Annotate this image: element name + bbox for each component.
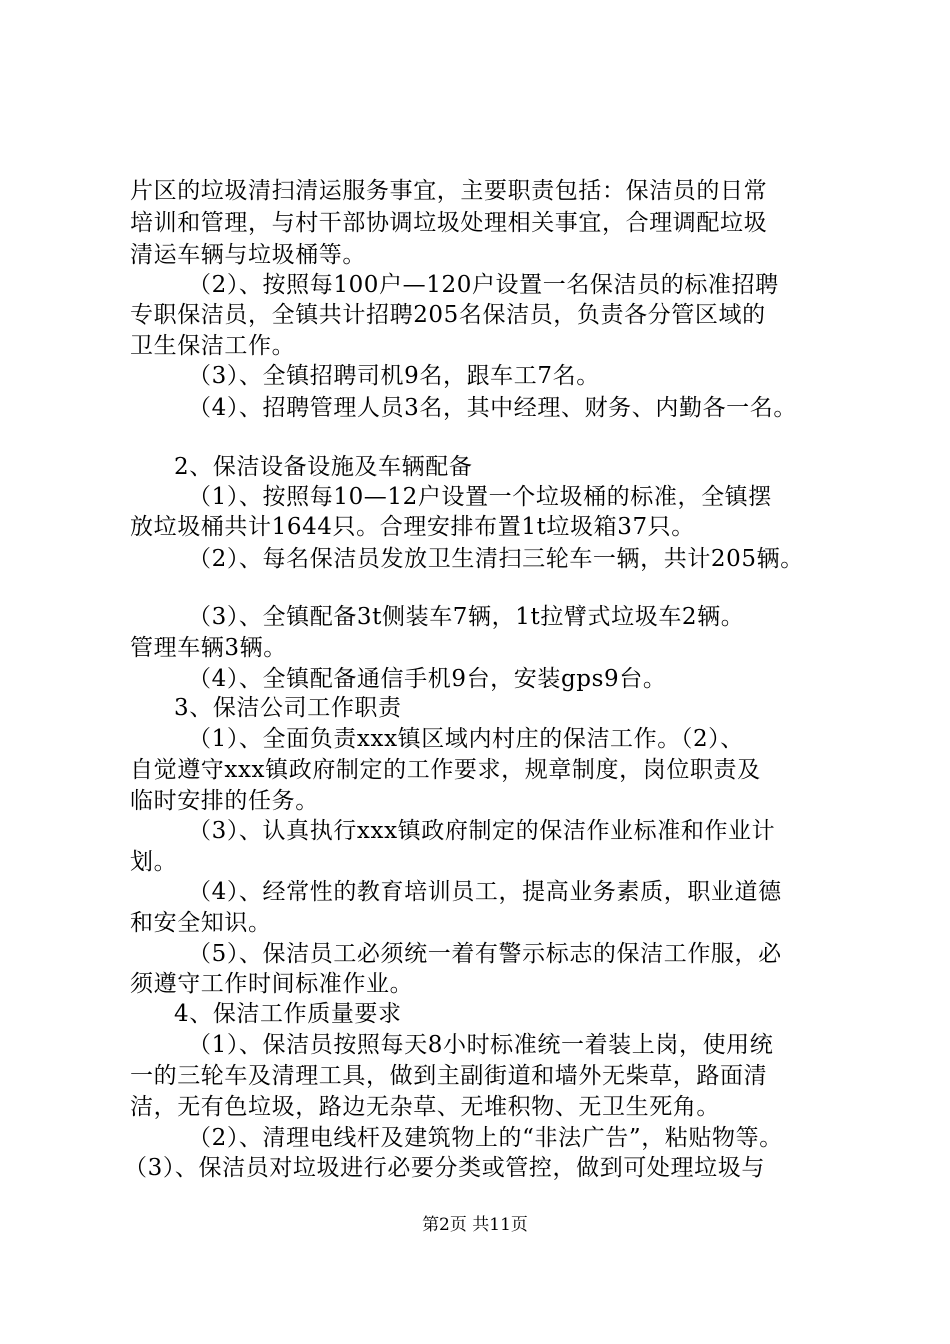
text-line: （4）、招聘管理人员3名，其中经理、财务、内勤各一名。 xyxy=(188,395,797,421)
text-line: （2）、按照每100户—120户设置一名保洁员的标准招聘 xyxy=(188,272,779,298)
section-heading: 3、保洁公司工作职责 xyxy=(174,695,402,721)
text-line: 须遵守工作时间标准作业。 xyxy=(130,971,414,997)
text-line: 专职保洁员，全镇共计招聘205名保洁员，负责各分管区域的 xyxy=(130,302,766,328)
text-line: （1）、保洁员按照每天8小时标准统一着装上岗，使用统 xyxy=(188,1032,774,1058)
text-line: （3）、全镇配备3t侧装车7辆，1t拉臂式垃圾车2辆。 xyxy=(188,604,745,630)
section-heading: 2、保洁设备设施及车辆配备 xyxy=(174,454,473,480)
text-line: （2）、清理电线杆及建筑物上的“非法广告”，粘贴物等。 xyxy=(188,1125,783,1151)
text-line: 自觉遵守xxx镇政府制定的工作要求，规章制度，岗位职责及 xyxy=(130,757,761,783)
text-line: 卫生保洁工作。 xyxy=(130,333,296,359)
text-line: （5）、保洁员工必须统一着有警示标志的保洁工作服，必 xyxy=(188,941,782,967)
text-line: 片区的垃圾清扫清运服务事宜，主要职责包括：保洁员的日常 xyxy=(130,178,768,204)
text-line: 管理车辆3辆。 xyxy=(130,635,287,661)
text-line: （2）、每名保洁员发放卫生清扫三轮车一辆，共计205辆。 xyxy=(188,546,804,572)
text-line: （3）、保洁员对垃圾进行必要分类或管控，做到可处理垃圾与 xyxy=(124,1155,765,1181)
text-line: 洁，无有色垃圾，路边无杂草、无堆积物、无卫生死角。 xyxy=(130,1094,720,1120)
text-line: （4）、全镇配备通信手机9台，安装gps9台。 xyxy=(188,666,667,692)
text-line: 放垃圾桶共计1644只。合理安排布置1t垃圾箱37只。 xyxy=(130,514,695,540)
text-line: （3）、全镇招聘司机9名，跟车工7名。 xyxy=(188,363,600,389)
text-line: 划。 xyxy=(130,849,178,875)
text-line: （3）、认真执行xxx镇政府制定的保洁作业标准和作业计 xyxy=(188,818,776,844)
text-line: 临时安排的任务。 xyxy=(130,788,319,814)
page-number-footer: 第2页 共11页 xyxy=(422,1215,528,1235)
text-line: （4）、经常性的教育培训员工，提高业务素质，职业道德 xyxy=(188,879,782,905)
text-line: 清运车辆与垃圾桶等。 xyxy=(130,242,366,268)
text-line: 和安全知识。 xyxy=(130,910,272,936)
text-line: （1）、按照每10—12户设置一个垃圾桶的标准，全镇摆 xyxy=(188,484,772,510)
text-line: （1）、全面负责xxx镇区域内村庄的保洁工作。（2）、 xyxy=(188,726,744,752)
section-heading: 4、保洁工作质量要求 xyxy=(174,1001,402,1027)
text-line: 一的三轮车及清理工具，做到主副街道和墙外无柴草，路面清 xyxy=(130,1063,768,1089)
text-line: 培训和管理，与村干部协调垃圾处理相关事宜，合理调配垃圾 xyxy=(130,210,768,236)
